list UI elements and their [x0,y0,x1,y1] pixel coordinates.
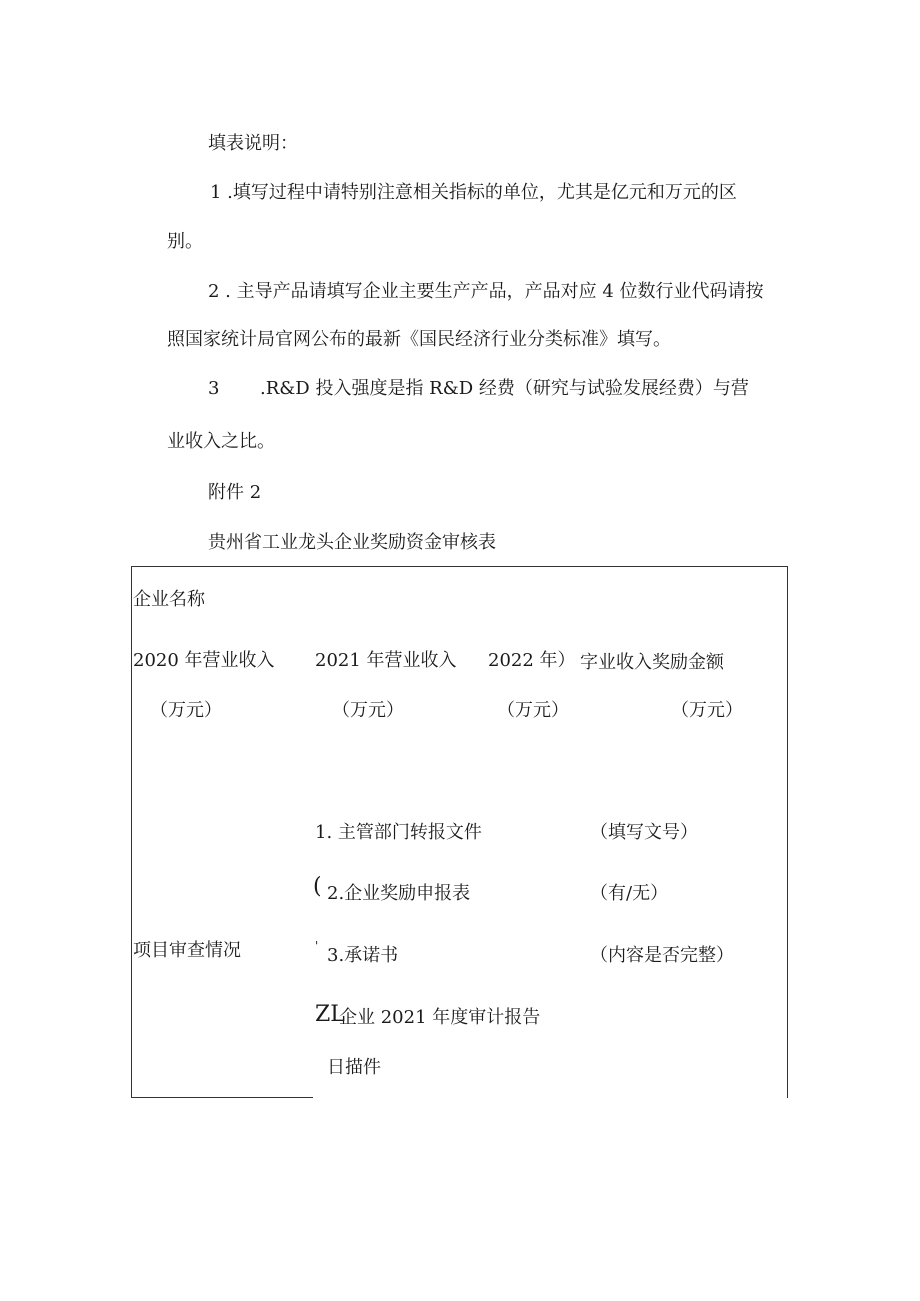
col-reward-unit: （万元） [671,700,743,721]
col-2021-unit: （万元） [332,700,404,721]
table-right-border [787,566,788,1098]
instruction-item-3-number: 3 [208,378,220,399]
review-item-2-note: （有/无） [590,883,669,904]
instructions-heading: 填表说明： [208,133,298,154]
instruction-item-1-line-2: 别。 [167,231,203,252]
review-item-3-note: （内容是否完整） [590,945,734,966]
col-2020-unit: （万元） [150,700,222,721]
col-2022-header: 2022 年） [488,650,576,671]
table-bottom-border [131,1097,313,1098]
review-item-4-label: 企业 2021 年度审计报告 [339,1007,541,1028]
instruction-item-1-line-1: 1 .填写过程中请特别注意相关指标的单位，尤其是亿元和万元的区 [210,182,737,203]
table-left-border [131,566,132,1098]
review-item-3-prefix: ' [315,939,319,953]
table-top-border [131,566,788,567]
review-item-2-label: 2.企业奖励申报表 [327,883,471,904]
col-reward-amount-header: 字业收入奖励金额 [580,652,724,673]
col-2020-revenue-header: 2020 年营业收入 [133,650,275,671]
scan-copy-label: 日描件 [327,1057,381,1078]
instruction-item-2-line-1: 2 . 主导产品请填写企业主要生产产品，产品对应 4 位数行业代码请按 [208,281,764,302]
review-item-1-note: （填写文号） [590,822,698,843]
review-status-label: 项目审查情况 [133,940,241,961]
review-item-3-label: 3.承诺书 [327,945,399,966]
review-item-4-prefix: ZL [315,1002,345,1027]
instruction-item-2-line-2: 照国家统计局官网公布的最新《国民经济行业分类标准》填写。 [167,329,671,350]
review-item-1-label: 1. 主管部门转报文件 [315,822,482,843]
company-name-label: 企业名称 [133,589,205,610]
attachment-label: 附件 2 [208,482,262,503]
form-title: 贵州省工业龙头企业奖励资金审核表 [208,532,496,553]
instruction-item-3-line-2: 业收入之比。 [167,431,275,452]
col-2021-revenue-header: 2021 年营业收入 [315,650,457,671]
review-item-2-prefix: ( [313,874,322,899]
instruction-item-3-line-1: .R&D 投入强度是指 R&D 经费（研究与试验发展经费）与营 [260,378,749,399]
col-2022-unit: （万元） [497,700,569,721]
